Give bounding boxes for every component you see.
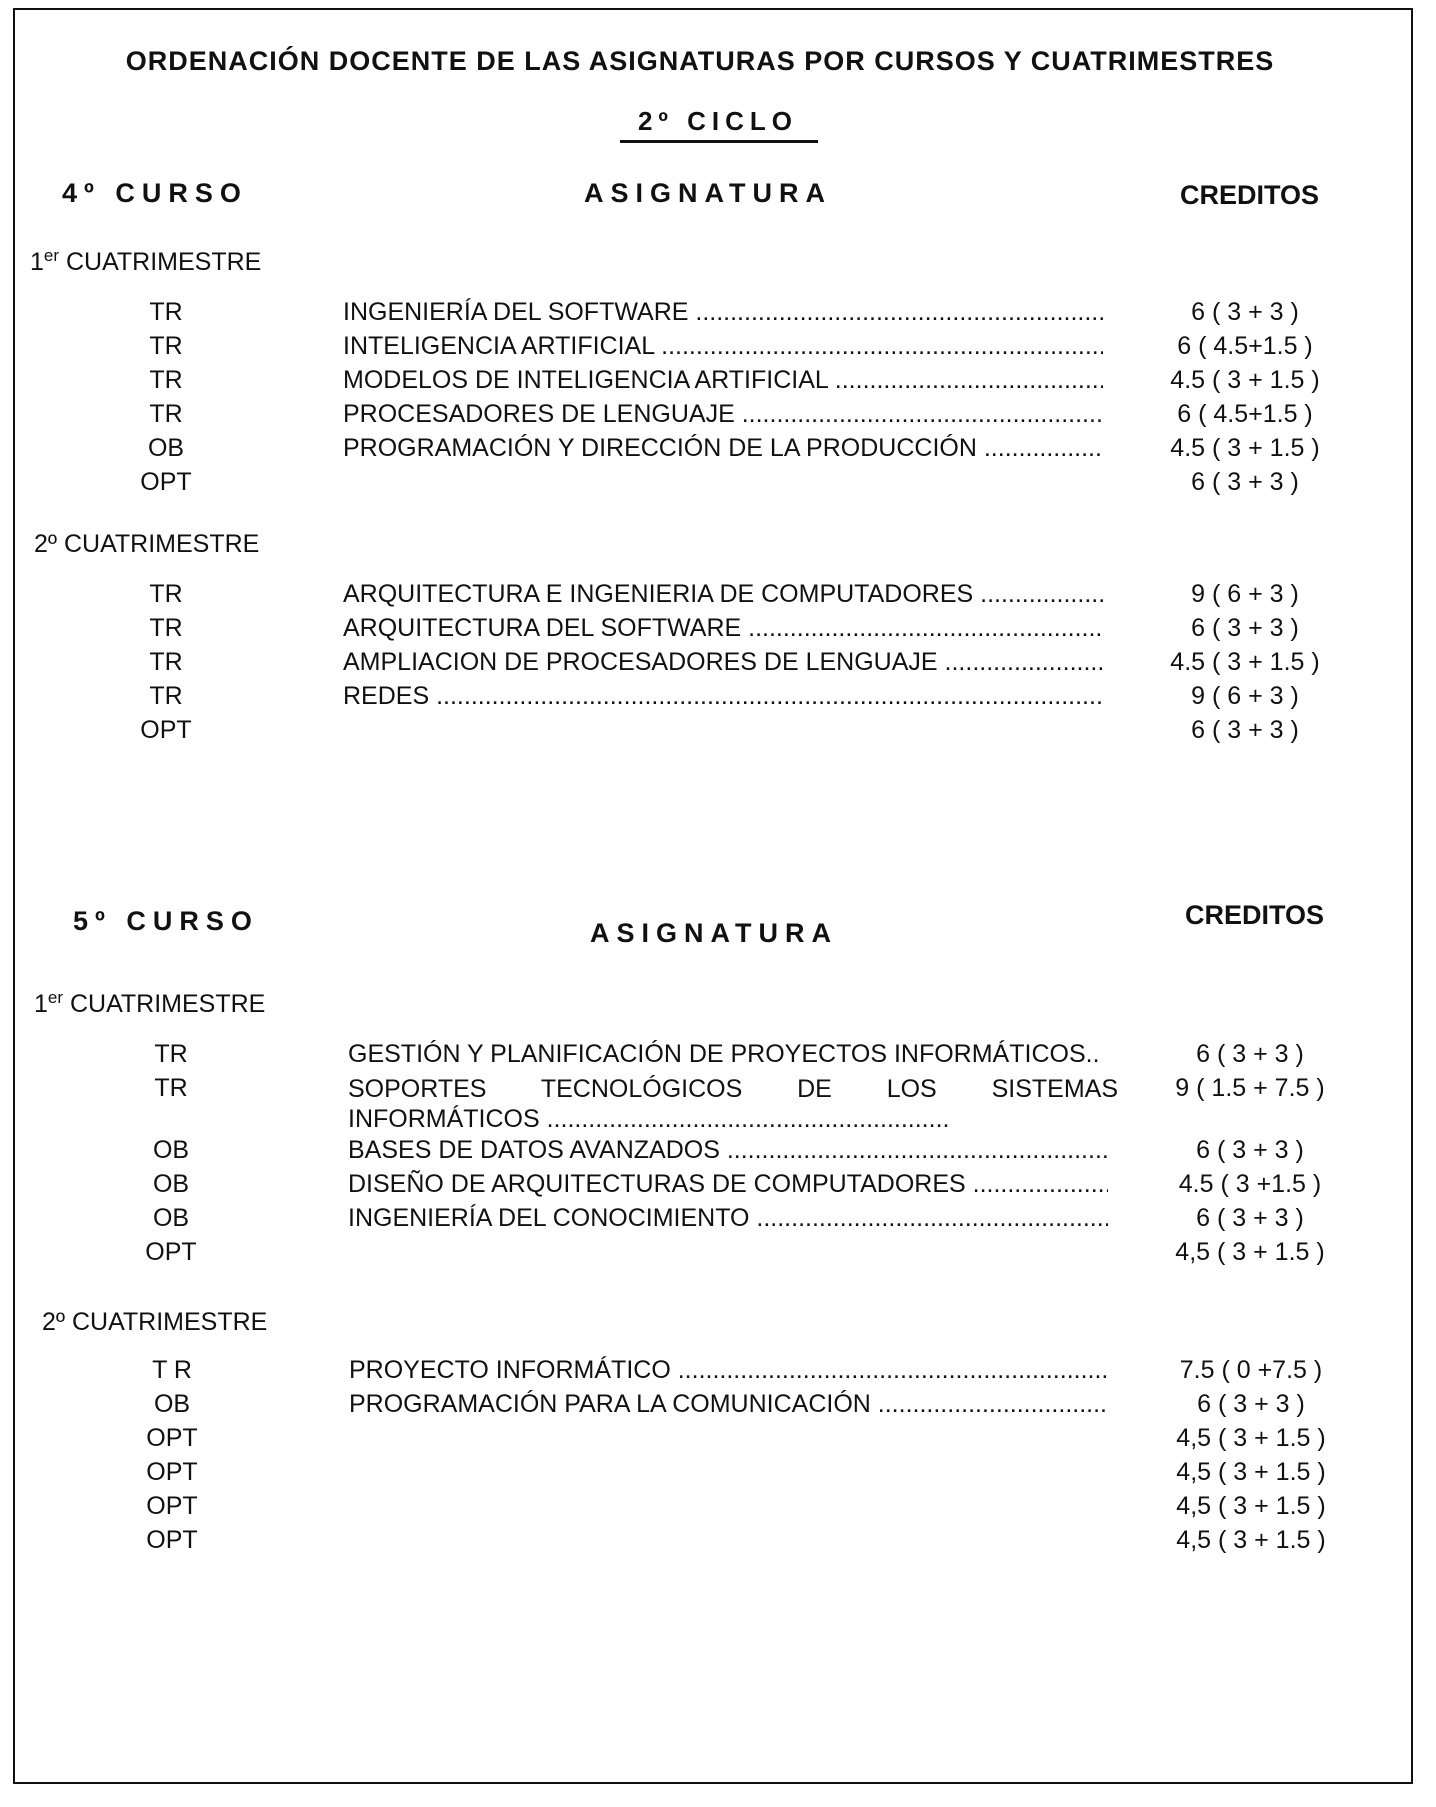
subject-name: PROCESADORES DE LENGUAJE ..... <box>343 400 1103 429</box>
subject-row <box>5 1170 1436 1204</box>
subject-credits: 4,5 ( 3 + 1.5 ) <box>1175 1238 1325 1266</box>
subject-row <box>5 1136 1436 1170</box>
subject-row <box>0 468 1436 502</box>
subject-type: TR <box>149 400 183 428</box>
subject-name: BASES DE DATOS AVANZADOS ..... <box>348 1136 1108 1165</box>
subject-credits: 6 ( 3 + 3 ) <box>1197 1390 1305 1418</box>
subject-credits: 9 ( 1.5 + 7.5 ) <box>1175 1074 1325 1102</box>
subject-name: REDES ..... <box>343 682 1103 711</box>
subject-row <box>6 1356 1436 1390</box>
subject-credits: 6 ( 3 + 3 ) <box>1191 468 1299 496</box>
subject-type: OB <box>147 434 185 462</box>
subject-row <box>0 434 1436 468</box>
subject-type: TR <box>149 648 183 676</box>
subject-row <box>5 1074 1436 1136</box>
subject-name: ARQUITECTURA DEL SOFTWARE ..... <box>343 614 1103 643</box>
subject-credits: 4,5 ( 3 + 1.5 ) <box>1176 1424 1326 1452</box>
subject-credits: 6 ( 3 + 3 ) <box>1191 614 1299 642</box>
subject-name: AMPLIACION DE PROCESADORES DE LENGUAJE ..... <box>343 648 1103 677</box>
subject-type: OPT <box>145 1238 197 1266</box>
curso4-cuatri1-list <box>0 298 1436 502</box>
document-title: ORDENACIÓN DOCENTE DE LAS ASIGNATURAS POR CURSOS Y CUATRIMESTRES <box>125 46 1275 76</box>
subject-credits: 4.5 ( 3 + 1.5 ) <box>1170 648 1320 676</box>
subject-type: OPT <box>146 1458 198 1486</box>
subject-row <box>0 366 1436 400</box>
subject-type: OPT <box>146 1492 198 1520</box>
subject-type: T R <box>152 1356 192 1384</box>
subject-row <box>0 332 1436 366</box>
subject-row <box>0 682 1436 716</box>
subject-row <box>0 298 1436 332</box>
subject-credits: 4,5 ( 3 + 1.5 ) <box>1176 1492 1326 1520</box>
subject-row <box>6 1390 1436 1424</box>
subject-credits: 4.5 ( 3 + 1.5 ) <box>1170 366 1320 394</box>
subject-row <box>0 614 1436 648</box>
subject-type: OPT <box>146 1526 198 1554</box>
curso5-creditos-header: CREDITOS <box>1185 900 1325 930</box>
subject-type: OB <box>152 1170 190 1198</box>
subject-name: PROGRAMACIÓN Y DIRECCIÓN DE LA PRODUCCIÓN ..... <box>343 434 1103 463</box>
subject-type: TR <box>149 366 183 394</box>
subject-name: ARQUITECTURA E INGENIERIA DE COMPUTADORES ..... <box>343 580 1103 609</box>
subject-row <box>6 1458 1436 1492</box>
subject-credits: 4,5 ( 3 + 1.5 ) <box>1176 1526 1326 1554</box>
curso5-cuatri2-label: 2º CUATRIMESTRE <box>42 1308 268 1336</box>
subject-name: INGENIERÍA DEL CONOCIMIENTO ..... <box>348 1204 1108 1233</box>
subject-name: MODELOS DE INTELIGENCIA ARTIFICIAL ..... <box>343 366 1103 395</box>
subject-name: DISEÑO DE ARQUITECTURAS DE COMPUTADORES ..... <box>348 1170 1108 1199</box>
subject-row <box>5 1040 1436 1074</box>
subject-row <box>0 580 1436 614</box>
subject-row <box>0 400 1436 434</box>
curso5-cuatri1-list <box>5 1040 1436 1272</box>
curso5-cuatri2-list <box>6 1356 1436 1560</box>
ciclo-heading: 2º CICLO <box>637 106 799 136</box>
subject-row <box>6 1492 1436 1526</box>
subject-row <box>0 716 1436 750</box>
curso4-cuatri1-label: 1er CUATRIMESTRE <box>30 246 262 276</box>
subject-credits: 4.5 ( 3 + 1.5 ) <box>1170 434 1320 462</box>
subject-credits: 6 ( 4.5+1.5 ) <box>1177 400 1313 428</box>
ciclo-underline <box>620 140 818 143</box>
curso5-asignatura-header: ASIGNATURA <box>590 918 838 948</box>
subject-credits: 6 ( 3 + 3 ) <box>1191 716 1299 744</box>
subject-name: PROGRAMACIÓN PARA LA COMUNICACIÓN ..... <box>349 1390 1109 1419</box>
subject-credits: 9 ( 6 + 3 ) <box>1191 580 1299 608</box>
subject-type: TR <box>154 1074 188 1102</box>
subject-row <box>5 1238 1436 1272</box>
subject-credits: 6 ( 4.5+1.5 ) <box>1177 332 1313 360</box>
curso5-heading: 5º CURSO <box>73 906 259 936</box>
subject-credits: 9 ( 6 + 3 ) <box>1191 682 1299 710</box>
subject-name: INTELIGENCIA ARTIFICIAL ..... <box>343 332 1103 361</box>
subject-name: GESTIÓN Y PLANIFICACIÓN DE PROYECTOS INFORMÁTICOS.. ..... <box>348 1040 1108 1069</box>
subject-type: TR <box>149 580 183 608</box>
subject-type: TR <box>154 1040 188 1068</box>
subject-type: OB <box>152 1136 190 1164</box>
curso4-cuatri2-list <box>0 580 1436 750</box>
subject-type: OB <box>152 1204 190 1232</box>
curso5-cuatri1-label: 1er CUATRIMESTRE <box>34 988 266 1018</box>
subject-type: TR <box>149 614 183 642</box>
subject-type: TR <box>149 332 183 360</box>
curso4-asignatura-header: ASIGNATURA <box>584 178 832 208</box>
subject-credits: 6 ( 3 + 3 ) <box>1196 1204 1304 1232</box>
subject-row <box>6 1424 1436 1458</box>
curso4-cuatri2-label: 2º CUATRIMESTRE <box>34 530 260 558</box>
subject-credits: 4.5 ( 3 +1.5 ) <box>1178 1170 1322 1198</box>
subject-row <box>5 1204 1436 1238</box>
subject-credits: 6 ( 3 + 3 ) <box>1196 1136 1304 1164</box>
subject-type: OPT <box>146 1424 198 1452</box>
subject-name: PROYECTO INFORMÁTICO ..... <box>349 1356 1109 1385</box>
subject-type: TR <box>149 298 183 326</box>
subject-name: INGENIERÍA DEL SOFTWARE ..... <box>343 298 1103 327</box>
subject-credits: 7.5 ( 0 +7.5 ) <box>1179 1356 1323 1384</box>
subject-credits: 6 ( 3 + 3 ) <box>1191 298 1299 326</box>
subject-name: SOPORTES TECNOLÓGICOS DE LOS SISTEMAS INFORMÁTICOS .......................................................... <box>348 1075 1118 1133</box>
subject-type: OB <box>153 1390 191 1418</box>
subject-type: OPT <box>140 716 192 744</box>
subject-type: OPT <box>140 468 192 496</box>
curso4-creditos-header: CREDITOS <box>1180 180 1320 210</box>
subject-row <box>6 1526 1436 1560</box>
subject-type: TR <box>149 682 183 710</box>
curso4-heading: 4º CURSO <box>62 178 248 208</box>
subject-credits: 4,5 ( 3 + 1.5 ) <box>1176 1458 1326 1486</box>
subject-row <box>0 648 1436 682</box>
subject-credits: 6 ( 3 + 3 ) <box>1196 1040 1304 1068</box>
